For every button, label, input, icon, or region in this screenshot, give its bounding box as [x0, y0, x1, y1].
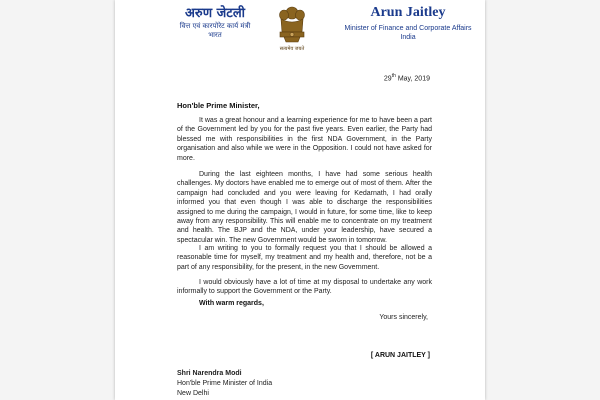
- recipient-title: Hon'ble Prime Minister of India: [177, 380, 273, 387]
- signature-name: [ ARUN JAITLEY ]: [370, 352, 430, 359]
- letterhead-english-designation: Minister of Finance and Corporate Affairs: [344, 25, 472, 32]
- letterhead-english-name: Arun Jaitley: [370, 5, 446, 20]
- paragraph-1: It was a great honour and a learning experience for me to have been a part of the Government led by you for the past five years. Even earlier, the Party had blessed me with responsibilities in the first NDA Government, in the Party organisation and also while we were in the Opposition. I could not have asked for more.: [177, 117, 432, 162]
- paragraph-3: I am writing to you to formally request you that I should be allowed a reasonable time for myself, my treatment and my health and, therefore, not be a part of any responsibility, for the present, in the new Government.: [177, 245, 432, 271]
- recipient-name: Shri Narendra Modi: [177, 370, 242, 377]
- letterhead-hindi-country: भारत: [208, 31, 222, 39]
- national-emblem-icon: [275, 4, 309, 48]
- letterhead-english-country: India: [400, 34, 416, 41]
- recipient-city: New Delhi: [177, 390, 209, 397]
- paragraph-2: During the last eighteen months, I have had some serious health challenges. My doctors have enabled me to emerge out of most of them. After the campaign had concluded and you were leaving for Kedarnath, I had orally informed you that even though I was able to discharge the responsibilities assigned to me during the campaign, I would in future, for some time, like to keep away from any responsibility. This will enable me to concentrate on my treatment and health. The BJP and the NDA, under your leadership, have secured a spectacular win. The new Government would be sworn in tomorrow.: [177, 171, 432, 244]
- emblem-motto: सत्यमेव जयते: [279, 46, 305, 52]
- letterhead-hindi-designation: वित्त एवं कारपोरेट कार्य मंत्री: [179, 22, 251, 30]
- letter-page: [115, 0, 485, 400]
- sign-off: Yours sincerely,: [379, 314, 428, 321]
- letterhead-hindi-name: अरुण जेटली: [184, 6, 245, 21]
- salutation: Hon'ble Prime Minister,: [177, 101, 260, 110]
- closing-line: With warm regards,: [199, 300, 264, 307]
- paragraph-4: I would obviously have a lot of time at my disposal to undertake any work informally to support the Government or the Party.: [177, 279, 432, 296]
- letter-date: 29th May, 2019: [383, 73, 430, 83]
